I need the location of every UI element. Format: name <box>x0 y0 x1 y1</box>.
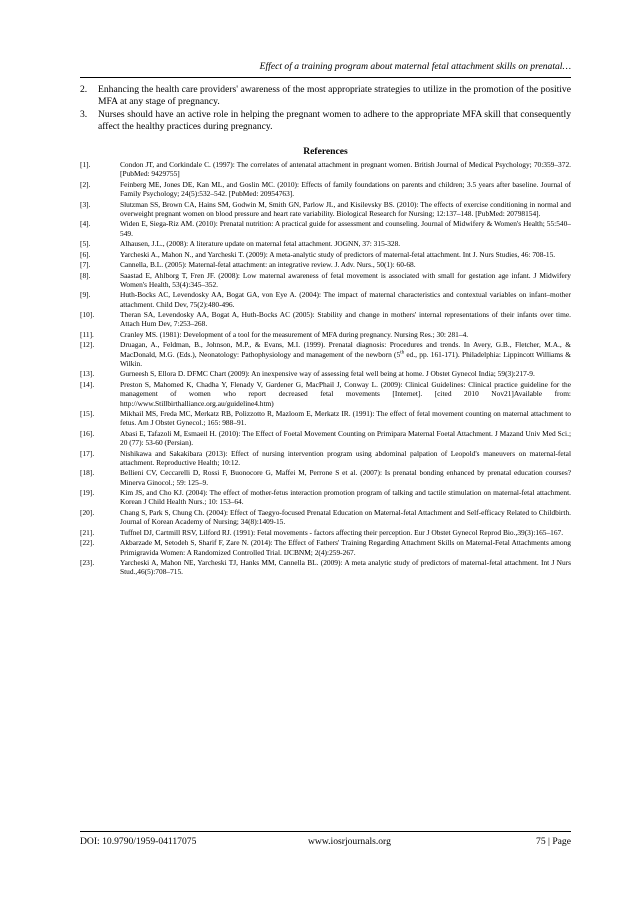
reference-text: Tuffnel DJ, Cartmill RSV, Lilford RJ. (1991): Fetal movements - factors affecting their perception. Eur J Obstet Gynecol Reprod Bio.,39(3):165–167. <box>120 527 564 537</box>
reference-item <box>80 429 571 448</box>
reference-item <box>80 310 571 329</box>
reference-text: Kim JS, and Cho KJ. (2004): The effect of mother-fetus interaction promotion program of talking and tactile stimulation on maternal-fetal attachment. Korean J Child Health Nurs.; 10: 153–64. <box>120 488 571 507</box>
reference-item <box>80 528 571 537</box>
recommendation-item <box>80 109 571 133</box>
reference-item <box>80 250 571 259</box>
reference-text-after: ed., pp. 161-171). Philadelphia: Lippincott Williams & Wilkin. <box>120 349 571 368</box>
reference-item <box>80 449 571 468</box>
reference-item <box>80 180 571 199</box>
reference-number: [19]. <box>80 488 95 498</box>
reference-item <box>80 160 571 179</box>
reference-number: [10]. <box>80 310 95 320</box>
references-heading: References <box>303 146 348 157</box>
reference-text: Feinberg ME, Jones DE, Kan ML, and Goslin MC. (2010): Effects of family foundations on parents and children; 3.5 years after baseline. Journal of Family Psychology; 24(5):532–542. [PubMed: 20954763]. <box>120 179 571 199</box>
reference-text: Saastad E, Ahlborg T, Fren JF. (2008): Low maternal awareness of fetal movement is associated with small for gestation age infant. J Midwifery Women's Health, 53(4):345–352. <box>120 270 571 289</box>
reference-item <box>80 409 571 428</box>
reference-number: [15]. <box>80 409 95 419</box>
reference-text: Chang S, Park S, Chung Ch. (2004): Effect of Taegyo-focused Prenatal Education on Maternal-fetal Attachment and Self-efficacy Related to Childbirth. Journal of Korean Academy of Nursing; 34(8):1409-15. <box>120 507 571 527</box>
reference-text: Bellieni CV, Ceccarelli D, Rossi F, Buonocore G, Maffei M, Perrone S et al. (2007): Is prenatal bonding enhanced by prenatal education courses? Minerva Ginocol.; 59: 125–9. <box>120 468 571 487</box>
reference-superscript: th <box>400 350 405 356</box>
reference-item <box>80 271 571 290</box>
reference-text: Yarcheski A., Mahon N., and Yarcheski T. (2009): A meta-analytic study of predictors of maternal-fetal attachment. Int J. Nurs Studies, 46: 708-15. <box>120 249 556 259</box>
reference-number: [9]. <box>80 290 91 300</box>
reference-number: [23]. <box>80 558 95 567</box>
reference-item <box>80 488 571 507</box>
header-divider <box>80 77 571 78</box>
reference-text: Nishikawa and Sakakibara (2013): Effect of nursing intervention program using abdominal palpation of Leopold's maneuvers on maternal-fetal attachment. Reproductive Health; 10:12. <box>120 448 571 467</box>
recommendation-number: 2. <box>80 84 88 95</box>
recommendation-text: Enhancing the health care providers' awareness of the most appropriate strategies to utilize in the promotion of the positive MFA at any stage of pregnancy. <box>98 84 571 107</box>
reference-text: Slutzman SS, Brown CA, Hains SM, Godwin M, Smith GN, Parlow JL, and Kisilevsky BS. (2010): The effects of exercise conditioning in normal and overweight pregnant women on blood pressure and heart rate variability. Biological Research for Nursing; 12:137–148. [PubMed: 20798154]. <box>120 199 571 218</box>
reference-item <box>80 468 571 487</box>
reference-item <box>80 380 571 408</box>
reference-number: [16]. <box>80 428 95 438</box>
reference-number: [5]. <box>80 239 91 249</box>
reference-number: [8]. <box>80 270 91 280</box>
reference-text: Widen E, Siega-Riz AM. (2010): Prenatal nutrition: A practical guide for assessment and counseling. Journal of Midwifery & Women's Health; 55:540–549. <box>120 219 571 238</box>
reference-number: [22]. <box>80 538 95 548</box>
recommendation-text: Nurses should have an active role in helping the pregnant women to adhere to the appropriate MFA skill that consequently affect the healthy practices during pregnancy. <box>98 109 571 132</box>
footer-doi: DOI: 10.9790/1959-04117075 <box>80 836 197 847</box>
reference-text: Akbarzade M, Setodeh S, Sharif F, Zare N. (2014): The Effect of Fathers' Training Regarding Attachment Skills on Maternal-Fetal Attachments among Primigravida Women: A Randomized Controlled Trial. IJCBNM; 2(4):259-267. <box>120 538 571 557</box>
reference-text: Huth-Bocks AC, Levendosky AA, Bogat GA, von Eye A. (2004): The impact of maternal characteristics and contextual variables on infant–mother attachment. Child Dev, 75(2):480-496. <box>120 290 571 309</box>
reference-item <box>80 508 571 527</box>
reference-number: [11]. <box>80 329 94 339</box>
reference-number: [3]. <box>80 199 91 209</box>
reference-item <box>80 260 571 269</box>
reference-item <box>80 239 571 248</box>
reference-number: [7]. <box>80 260 91 270</box>
reference-item <box>80 538 571 557</box>
reference-item <box>80 369 571 378</box>
reference-text: Abasi E, Tafazoli M, Esmaeil H. (2010): The Effect of Foetal Movement Counting on Primipara Maternal Foetal Attachment. J Mazand Univ Med Sci.; 20 (77): 53-60 (Persian). <box>120 428 571 448</box>
reference-number: [4]. <box>80 219 91 229</box>
reference-number: [13]. <box>80 369 95 379</box>
reference-number: [18]. <box>80 468 95 478</box>
footer-divider <box>80 831 571 832</box>
reference-number: [12]. <box>80 340 95 350</box>
reference-item <box>80 558 571 577</box>
reference-number: [14]. <box>80 379 95 389</box>
reference-number: [6]. <box>80 249 91 259</box>
reference-item <box>80 200 571 219</box>
reference-text: Gurneesh S, Ellora D. DFMC Chart (2009): An inexpensive way of assessing fetal well being at home. J Obstet Gynecol India; 59(3):217-9. <box>120 369 535 379</box>
reference-text: Yarcheski A, Mahon NE, Yarcheski TJ, Hanks MM, Cannella BL. (2009): A meta analytic study of predictors of maternal-fetal attachment. Int J Nurs Stud.,46(5):708–715. <box>120 558 571 577</box>
reference-number: [17]. <box>80 448 95 458</box>
footer-website: www.iosrjournals.org <box>308 836 391 847</box>
reference-text: Preston S, Mahomed K, Chadha Y, Flenady V, Gardener G, MacPhail J, Conway L. (2009): Clinical Guidelines: Clinical practice guideline for the management of women who report decreased fetal movements [Internet]. [cited 2010 Nov21]Available from: http://www.Stillbirthalliance.org.au/guideline4.htm) <box>120 379 571 408</box>
reference-number: [21]. <box>80 527 95 537</box>
running-header: Effect of a training program about maternal fetal attachment skills on prenatal… <box>259 61 571 72</box>
reference-text: Cranley MS. (1981): Development of a tool for the measurement of MFA during pregnancy. Nursing Res.; 30: 281–4. <box>120 329 469 339</box>
reference-text-before: Druagan, A., Feldman, B., Johnson, M.P., & Evans, M.I. (1999). Prenatal diagnosis: Procedures and trends. In Avery, G.B., Fletcher, M.A., & MacDonald, M.G. (Eds.), Neonatology: Pathophysiology and management of the newborn (5 <box>120 340 571 359</box>
recommendation-list <box>80 84 571 134</box>
footer-page-number: 75 | Page <box>536 836 571 847</box>
page-footer <box>80 836 571 848</box>
recommendation-number: 3. <box>80 109 88 120</box>
reference-text: Cannella, B.L. (2005): Maternal-fetal attachment: an integrative review. J. Adv. Nurs., 50(1): 60-68. <box>120 260 416 270</box>
reference-item <box>80 219 571 238</box>
reference-text: Mikhail MS, Freda MC, Merkatz RB, Polizzotto R, Mazloom E, Merkatz IR. (1991): The effect of fetal movement counting on maternal attachment to fetus. Am J Obstet Gynecol.; 165: 988–91. <box>120 409 571 428</box>
reference-text: Alhausen, J.L., (2008): A literature update on maternal fetal attachment. JOGNN, 37: 315-328. <box>120 239 401 249</box>
recommendation-item <box>80 84 571 108</box>
reference-item <box>80 330 571 339</box>
reference-item <box>80 340 571 368</box>
reference-text: Condon JT, and Corkindale C. (1997): The correlates of antenatal attachment in pregnant women. British Journal of Medical Psychology; 70:359–372. [PubMed: 9429755] <box>120 160 571 179</box>
reference-list <box>80 160 571 578</box>
reference-item <box>80 290 571 309</box>
reference-text: Theran SA, Levendosky AA, Bogat A, Huth-Bocks AC (2005): Stability and change in mothers' internal representations of their infants over time. Attach Hum Dev, 7:253–268. <box>120 310 571 329</box>
reference-number: [1]. <box>80 160 91 169</box>
reference-number: [2]. <box>80 179 91 189</box>
reference-number: [20]. <box>80 507 95 517</box>
